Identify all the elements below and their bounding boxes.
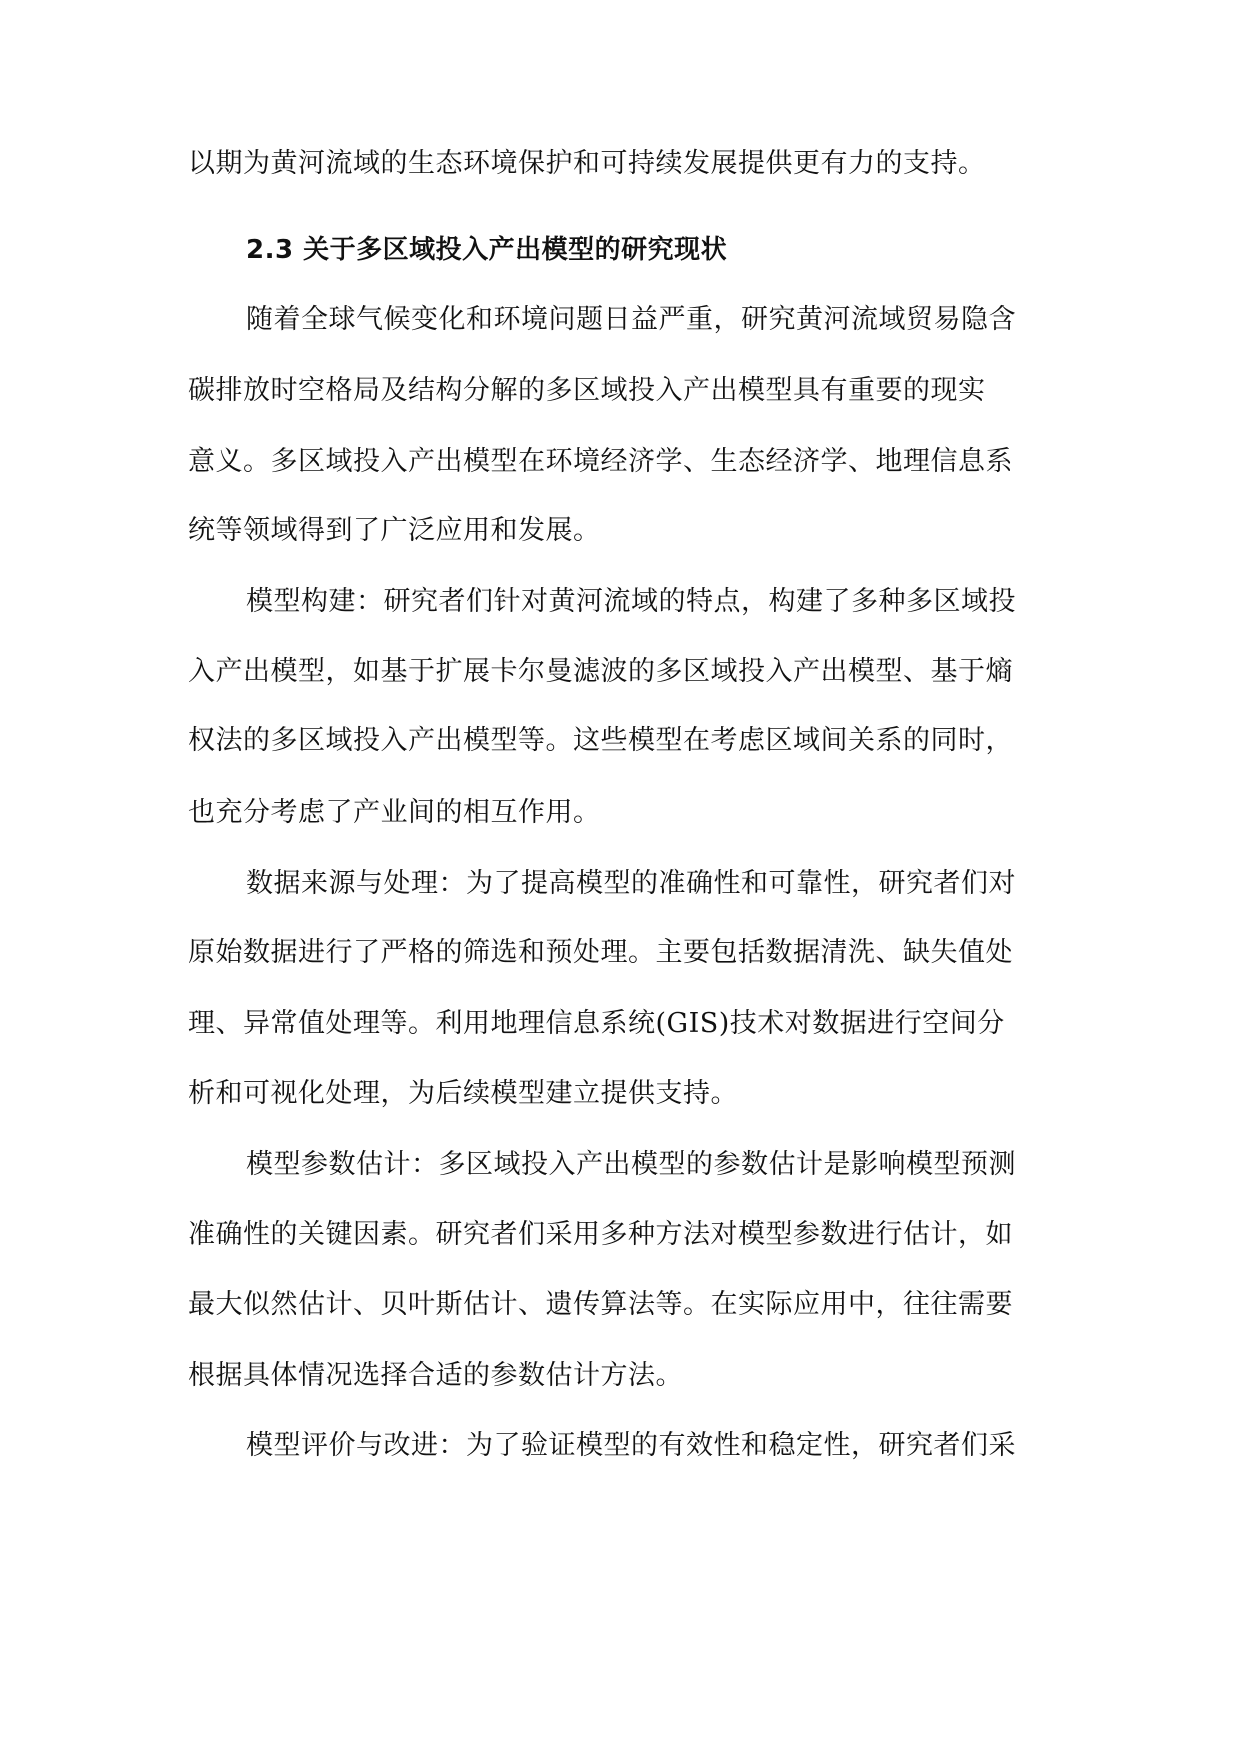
text-line: 以期为黄河流域的生态环境保护和可持续发展提供更有力的支持。	[188, 148, 986, 179]
paragraph-line: 统等领域得到了广泛应用和发展。	[188, 515, 601, 546]
paragraph-line: 根据具体情况选择合适的参数估计方法。	[188, 1360, 683, 1391]
paragraph-line: 最大似然估计、贝叶斯估计、遗传算法等。在实际应用中，往往需要	[188, 1289, 1013, 1320]
paragraph-line: 随着全球气候变化和环境问题日益严重，研究黄河流域贸易隐含	[246, 304, 1016, 335]
paragraph-line: 准确性的关键因素。研究者们采用多种方法对模型参数进行估计，如	[188, 1219, 1013, 1250]
paragraph-line: 模型参数估计：多区域投入产出模型的参数估计是影响模型预测	[246, 1149, 1016, 1180]
paragraph-line: 权法的多区域投入产出模型等。这些模型在考虑区域间关系的同时，	[188, 725, 1013, 756]
paragraph-line: 入产出模型，如基于扩展卡尔曼滤波的多区域投入产出模型、基于熵	[188, 656, 1013, 687]
paragraph-line: 意义。多区域投入产出模型在环境经济学、生态经济学、地理信息系	[188, 446, 1013, 477]
section-heading: 2.3 关于多区域投入产出模型的研究现状	[246, 235, 728, 265]
paragraph-line: 模型评价与改进：为了验证模型的有效性和稳定性，研究者们采	[246, 1430, 1016, 1461]
paragraph-line: 碳排放时空格局及结构分解的多区域投入产出模型具有重要的现实	[188, 375, 986, 406]
paragraph-line: 也充分考虑了产业间的相互作用。	[188, 797, 601, 828]
paragraph-line: 数据来源与处理：为了提高模型的准确性和可靠性，研究者们对	[246, 868, 1016, 899]
paragraph-line: 原始数据进行了严格的筛选和预处理。主要包括数据清洗、缺失值处	[188, 937, 1013, 968]
paragraph-line: 模型构建：研究者们针对黄河流域的特点，构建了多种多区域投	[246, 586, 1016, 617]
paragraph-line: 理、异常值处理等。利用地理信息系统(GIS)技术对数据进行空间分	[188, 1008, 1005, 1039]
paragraph-line: 析和可视化处理，为后续模型建立提供支持。	[188, 1078, 738, 1109]
